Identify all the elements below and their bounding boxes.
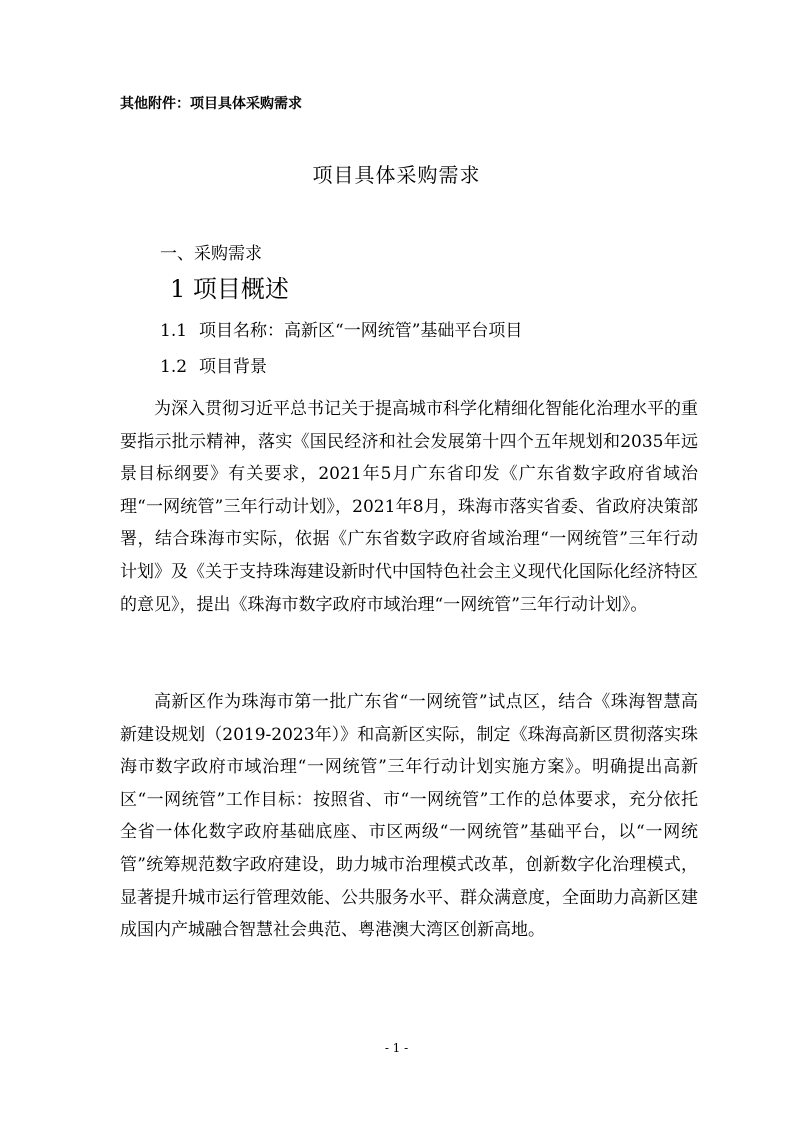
subsection-text: 项目背景 <box>199 357 268 377</box>
body-paragraph: 高新区作为珠海市第一批广东省“一网统管”试点区，结合《珠海智慧高新建设规划（2019-2023年）》和高新区实际，制定《珠海高新区贯彻落实珠海市数字政府市域治理“一网统管”三年行动计划实施方案》。明确提出高新区“一网统管”工作目标：按照省、市“一网统管”工作的总体要求，充分依托全省一体化数字政府基础底座、市区两级“一网统管”基础平台，以“一网统管”统筹规范数字政府建设，助力城市治理模式改革，创新数字化治理模式，显著提升城市运行管理效能、公共服务水平、群众满意度，全面助力高新区建成国内产城融合智慧社会典范、粤港澳大湾区创新高地。 <box>120 692 698 941</box>
chapter-heading-project-overview: 1 项目概述 <box>170 275 289 303</box>
document-title: 项目具体采购需求 <box>312 163 481 187</box>
subsection-project-background <box>160 354 267 380</box>
attachment-label: 其他附件：项目具体采购需求 <box>120 96 302 112</box>
body-paragraph: 为深入贯彻习近平总书记关于提高城市科学化精细化智能化治理水平的重要指示批示精神，落实《国民经济和社会发展第十四个五年规划和2035年远景目标纲要》有关要求，2021年5月广东省印发《广东省数字政府省域治理“一网统管”三年行动计划》，2021年8月，珠海市落实省委、省政府决策部署，结合珠海市实际，依据《广东省数字政府省域治理“一网统管”三年行动计划》及《关于支持珠海建设新时代中国特色社会主义现代化国际化经济特区的意见》，提出《珠海市数字政府市域治理“一网统管”三年行动计划》。 <box>120 399 698 615</box>
page-number: - 1 - <box>384 1041 409 1055</box>
subsection-project-name <box>160 318 522 344</box>
subsection-text: 项目名称：高新区“一网统管”基础平台项目 <box>199 321 523 341</box>
section-heading-procurement-requirements: 一、采购需求 <box>160 244 262 264</box>
subsection-number: 1.2 <box>160 357 188 377</box>
subsection-number: 1.1 <box>160 321 188 341</box>
